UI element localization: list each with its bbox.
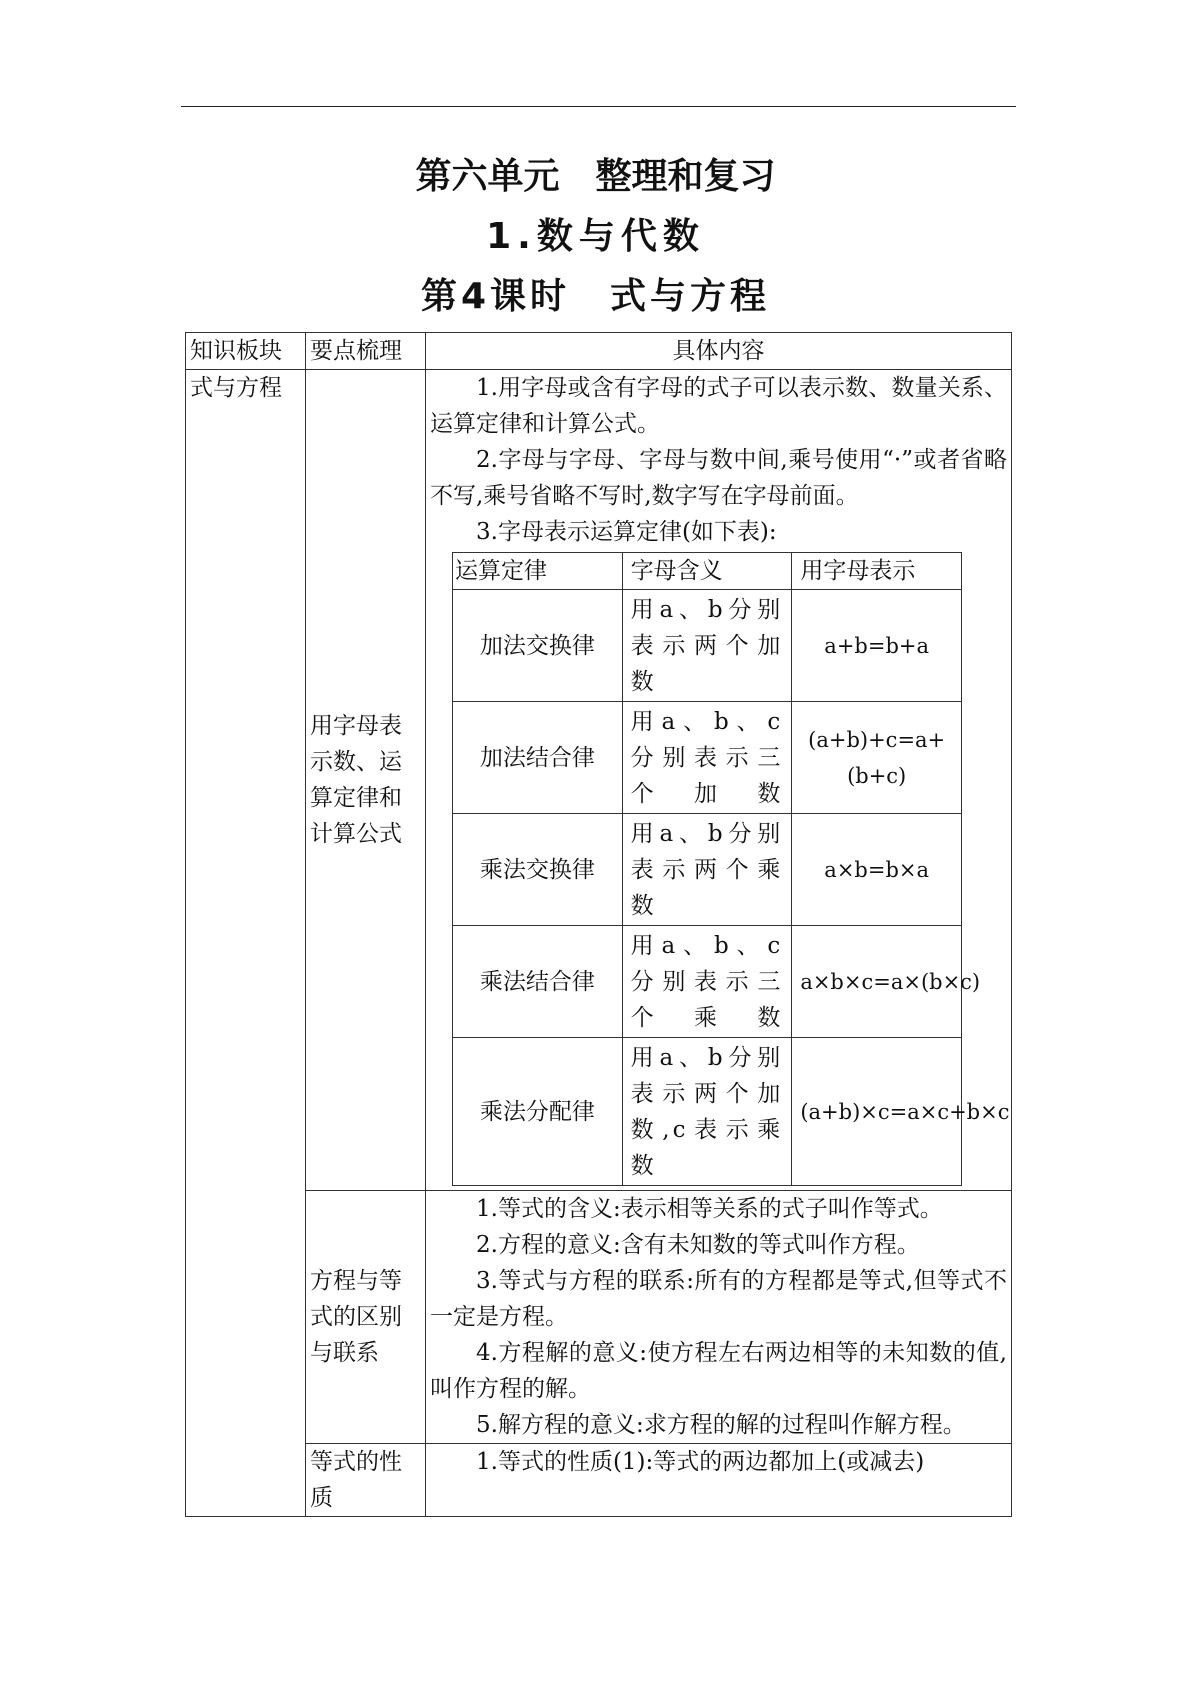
content-item: 2.字母与字母、字母与数中间,乘号使用“·”或者省略不写,乘号省略不写时,数字写在字母前面。 <box>430 447 1007 509</box>
content-item: 1.用字母或含有字母的式子可以表示数、数量关系、运算定律和计算公式。 <box>430 375 1007 437</box>
table-row <box>186 370 1012 1191</box>
law-formula: (a+b)×c=a×c+b×c <box>792 1038 962 1186</box>
law-header-law: 运算定律 <box>453 553 623 590</box>
law-row <box>453 814 962 926</box>
law-meaning: 用a、b、c分别表示三个加数 <box>622 702 792 814</box>
point-cell: 方程与等式的区别与联系 <box>306 1191 426 1444</box>
point-cell: 等式的性质 <box>306 1444 426 1517</box>
summary-table <box>185 332 1012 1517</box>
header-block: 知识板块 <box>186 333 306 370</box>
law-row <box>453 1038 962 1186</box>
law-formula: a×b=b×a <box>792 814 962 926</box>
law-meaning: 用a、b分别表示两个加数 <box>622 590 792 702</box>
content-cell <box>426 370 1012 1191</box>
lesson-title: 第4课时 式与方程 <box>420 276 771 317</box>
table-row <box>186 1191 1012 1444</box>
law-row <box>453 702 962 814</box>
law-table <box>452 552 1010 1186</box>
law-formula: a+b=b+a <box>792 590 962 702</box>
law-row <box>453 590 962 702</box>
content-item: 4.方程解的意义:使方程左右两边相等的未知数的值,叫作方程的解。 <box>430 1340 1007 1402</box>
table-row <box>186 1444 1012 1517</box>
law-meaning: 用a、b、c分别表示三个乘数 <box>622 926 792 1038</box>
content-item: 5.解方程的意义:求方程的解的过程叫作解方程。 <box>476 1412 966 1438</box>
content-item: 1.等式的性质(1):等式的两边都加上(或减去) <box>476 1449 925 1475</box>
section-title: 1.数与代数 <box>486 216 705 257</box>
summary-table-header <box>186 333 1012 370</box>
law-meaning: 用a、b分别表示两个加数,c表示乘数 <box>622 1038 792 1186</box>
header-content: 具体内容 <box>426 333 1012 370</box>
content-cell <box>426 1444 1012 1517</box>
law-header-meaning: 字母含义 <box>622 553 792 590</box>
block-cell: 式与方程 <box>186 370 306 1517</box>
content-cell <box>426 1191 1012 1444</box>
law-name: 乘法结合律 <box>453 926 623 1038</box>
content-item: 1.等式的含义:表示相等关系的式子叫作等式。 <box>476 1196 943 1222</box>
law-formula: a×b×c=a×(b×c) <box>792 926 962 1038</box>
law-table-header <box>453 553 962 590</box>
law-name: 乘法交换律 <box>453 814 623 926</box>
content-item: 2.方程的意义:含有未知数的等式叫作方程。 <box>476 1232 920 1258</box>
header-point: 要点梳理 <box>306 333 426 370</box>
law-name: 乘法分配律 <box>453 1038 623 1186</box>
law-meaning: 用a、b分别表示两个乘数 <box>622 814 792 926</box>
content-item: 3.等式与方程的联系:所有的方程都是等式,但等式不一定是方程。 <box>430 1268 1007 1330</box>
unit-title: 第六单元 整理和复习 <box>415 156 776 197</box>
content-item: 3.字母表示运算定律(如下表): <box>476 519 777 545</box>
law-row <box>453 926 962 1038</box>
law-formula: (a+b)+c=a+(b+c) <box>792 702 962 814</box>
law-name: 加法交换律 <box>453 590 623 702</box>
law-name: 加法结合律 <box>453 702 623 814</box>
law-header-formula: 用字母表示 <box>792 553 962 590</box>
header-rule <box>181 106 1016 107</box>
point-cell: 用字母表示数、运算定律和计算公式 <box>306 370 426 1191</box>
